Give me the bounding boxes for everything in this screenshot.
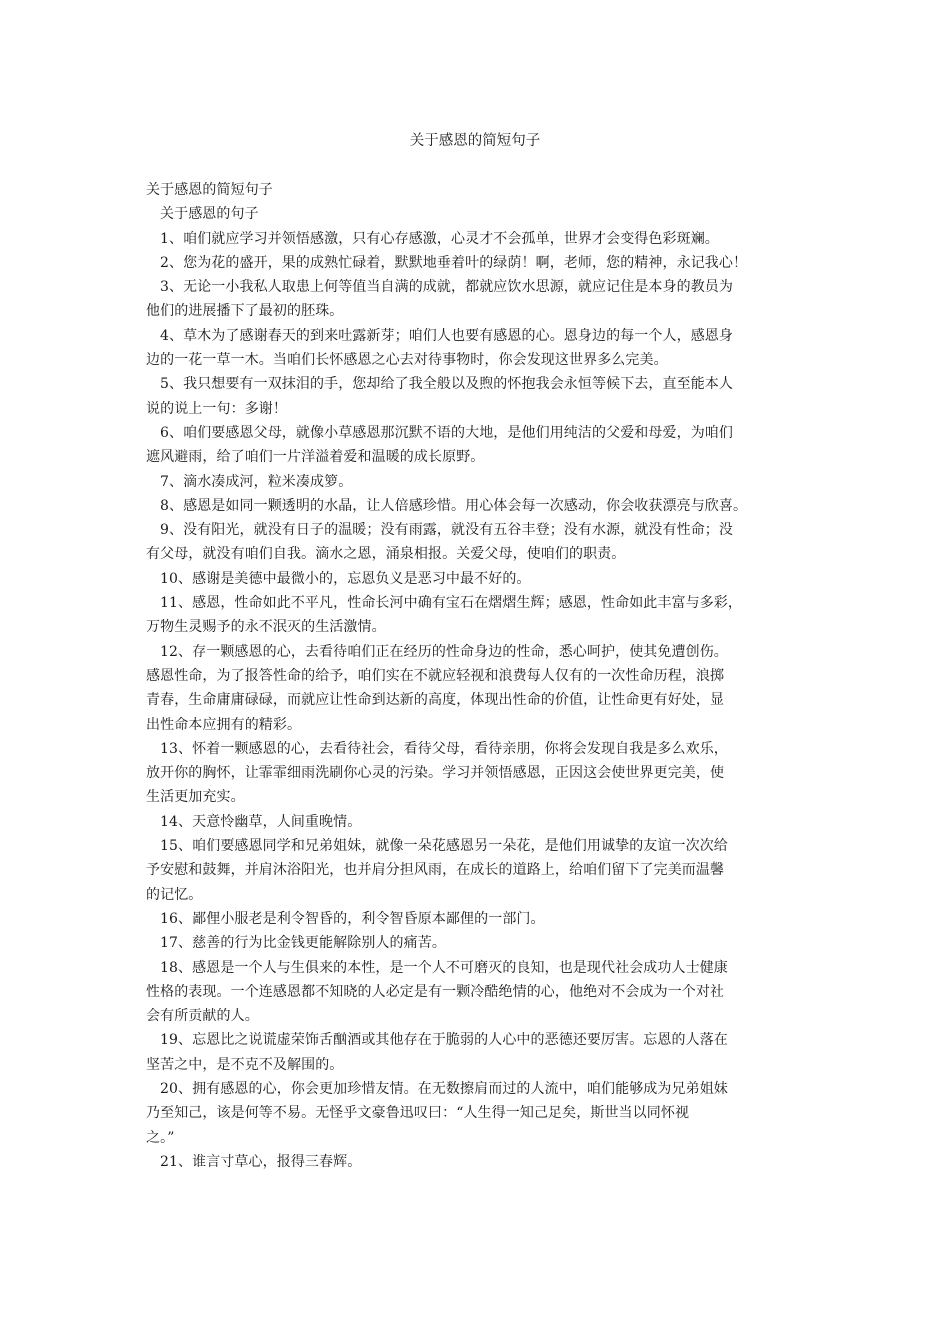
text-line: 9、没有阳光，就没有日子的温暖；没有雨露，就没有五谷丰登；没有水源，就没有性命；没 <box>160 522 734 539</box>
text-line: 关于感恩的句子 <box>160 206 259 223</box>
text-line: 坚苦之中，是不克不及解围的。 <box>146 1056 344 1073</box>
text-line: 关于感恩的简短句子 <box>146 182 273 198</box>
text-line: 生活更加充实。 <box>146 789 245 806</box>
text-line: 3、无论一小我私人取患上何等值当自满的成就，都就应饮水思源，就应记住是本身的教员为 <box>160 279 734 296</box>
text-line: 16、鄙俚小服老是利令智昏的，利令智昏原本鄙俚的一部门。 <box>160 910 545 927</box>
text-line: 15、咱们要感恩同学和兄弟姐妹，就像一朵花感恩另一朵花，是他们用诚挚的友谊一次次给 <box>160 838 728 855</box>
text-line: 8、感恩是如同一颗透明的水晶，让人倍感珍惜。用心体会每一次感动，你会收获漂亮与欣喜。 <box>160 497 748 514</box>
text-line: 1、咱们就应学习并领悟感激，只有心存感激，心灵才不会孤单，世界才会变得色彩斑斓。 <box>160 230 719 247</box>
text-line: 17、慈善的行为比金钱更能解除别人的痛苦。 <box>160 935 446 952</box>
text-line: 万物生灵赐予的永不泯灭的生活激情。 <box>146 619 386 636</box>
text-line: 说的说上一句：多谢！ <box>146 400 287 417</box>
document-title: 关于感恩的简短句子 <box>409 133 541 149</box>
text-line: 会有所贡献的人。 <box>146 1008 259 1025</box>
text-line: 感恩性命，为了报答性命的给予，咱们实在不就应轻视和浪费每人仅有的一次性命历程，浪掷 <box>146 667 725 684</box>
text-line: 有父母，就没有咱们自我。滴水之恩，涌泉相报。关爱父母，使咱们的职责。 <box>146 546 626 563</box>
text-line: 性格的表现。一个连感恩都不知晓的人必定是有一颗冷酷绝情的心，他绝对不会成为一个对社 <box>146 983 725 1000</box>
text-line: 18、感恩是一个人与生俱来的本性，是一个人不可磨灭的良知，也是现代社会成功人士健康 <box>160 959 728 976</box>
text-line: 之。” <box>146 1129 175 1146</box>
text-line: 遮风避雨，给了咱们一片洋溢着爱和温暖的成长原野。 <box>146 449 485 466</box>
text-line: 的记忆。 <box>146 886 203 903</box>
text-line: 予安慰和鼓舞，并肩沐浴阳光，也并肩分担风雨，在成长的道路上，给咱们留下了完美而温馨 <box>146 862 725 879</box>
text-line: 12、存一颗感恩的心，去看待咱们正在经历的性命身边的性命，悉心呵护，使其免遭创伤。 <box>160 643 728 660</box>
text-line: 乃至知己，该是何等不易。无怪乎文豪鲁迅叹曰：“人生得一知己足矣，斯世当以同怀视 <box>146 1105 690 1122</box>
document-body <box>146 178 810 1174</box>
text-line: 21、谁言寸草心，报得三春辉。 <box>160 1153 362 1170</box>
text-line: 6、咱们要感恩父母，就像小草感恩那沉默不语的大地，是他们用纯洁的父爱和母爱，为咱们 <box>160 424 734 441</box>
text-line: 7、滴水凑成河，粒米凑成箩。 <box>160 473 353 490</box>
text-line: 青春，生命庸庸碌碌，而就应让性命到达新的高度，体现出性命的价值，让性命更有好处，显 <box>146 692 725 709</box>
text-line: 4、草木为了感谢春天的到来吐露新芽；咱们人也要有感恩的心。恩身边的每一个人，感恩身 <box>160 327 734 344</box>
text-line: 13、怀着一颗感恩的心，去看待社会，看待父母，看待亲朋，你将会发现自我是多么欢乐， <box>160 740 728 757</box>
text-line: 10、感谢是美德中最微小的，忘恩负义是恶习中最不好的。 <box>160 570 531 587</box>
text-line: 2、您为花的盛开，果的成熟忙碌着，默默地垂着叶的绿荫！啊，老师，您的精神，永记我心！ <box>160 254 748 271</box>
text-line: 放开你的胸怀，让霏霏细雨洗刷你心灵的污染。学习并领悟感恩，正因这会使世界更完美，使 <box>146 765 725 782</box>
text-line: 边的一花一草一木。当咱们长怀感恩之心去对待事物时，你会发现这世界多么完美。 <box>146 352 668 369</box>
text-line: 14、天意怜幽草，人间重晚情。 <box>160 813 362 830</box>
text-line: 出性命本应拥有的精彩。 <box>146 716 302 733</box>
text-line: 19、忘恩比之说谎虚荣饰舌酗酒或其他存在于脆弱的人心中的恶德还要厉害。忘恩的人落在 <box>160 1032 728 1049</box>
text-line: 5、我只想要有一双抹泪的手，您却给了我全般以及煦的怀抱我会永恒等候下去，直至能本人 <box>160 376 734 393</box>
text-line: 11、感恩，性命如此不平凡，性命长河中确有宝石在熠熠生辉；感恩，性命如此丰富与多彩， <box>160 595 743 612</box>
text-line: 20、拥有感恩的心，你会更加珍惜友情。在无数擦肩而过的人流中，咱们能够成为兄弟姐妹 <box>160 1080 728 1097</box>
text-line: 他们的进展播下了最初的胚珠。 <box>146 303 344 320</box>
